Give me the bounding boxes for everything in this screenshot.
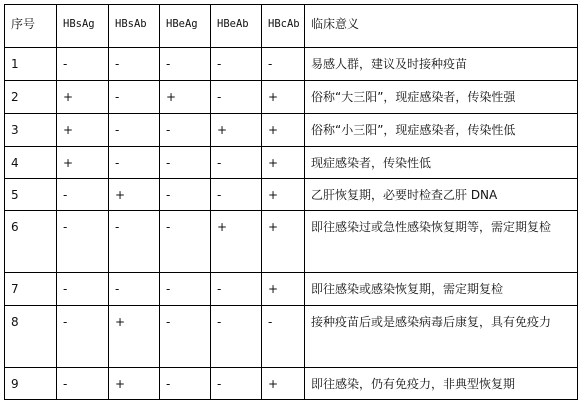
hbsab-result: + bbox=[109, 306, 160, 368]
header-cell-hbeag: HBeAg bbox=[160, 5, 211, 48]
table-row bbox=[5, 81, 578, 114]
header-cell-hbcab: HBcAb bbox=[262, 5, 305, 48]
hbeag-result: + bbox=[160, 81, 211, 114]
table-header-row bbox=[5, 5, 578, 48]
hbeag-result: - bbox=[160, 273, 211, 306]
hbcab-result: - bbox=[262, 306, 305, 368]
row-number: 3 bbox=[5, 114, 57, 147]
table-row bbox=[5, 114, 578, 147]
hbsab-result: + bbox=[109, 179, 160, 211]
hepatitis-b-marker-table bbox=[4, 4, 578, 400]
row-number: 1 bbox=[5, 48, 57, 81]
row-number: 9 bbox=[5, 368, 57, 400]
hbcab-result: + bbox=[262, 273, 305, 306]
header-cell-hbeab: HBeAb bbox=[211, 5, 262, 48]
row-number: 5 bbox=[5, 179, 57, 211]
header-cell-clinical-meaning: 临床意义 bbox=[305, 5, 578, 48]
hbeab-result: - bbox=[211, 273, 262, 306]
hbeab-result: - bbox=[211, 179, 262, 211]
hbeag-result: - bbox=[160, 368, 211, 400]
header-cell-no: 序号 bbox=[5, 5, 57, 48]
hbsab-result: - bbox=[109, 211, 160, 273]
table-row bbox=[5, 48, 578, 81]
hbsag-result: - bbox=[57, 211, 109, 273]
table-row bbox=[5, 368, 578, 400]
hbeab-result: - bbox=[211, 306, 262, 368]
clinical-meaning: 现症感染者，传染性低 bbox=[305, 147, 578, 179]
hbeab-result: - bbox=[211, 147, 262, 179]
hbeag-result: - bbox=[160, 211, 211, 273]
row-number: 2 bbox=[5, 81, 57, 114]
hbsag-result: + bbox=[57, 147, 109, 179]
hbcab-result: - bbox=[262, 48, 305, 81]
hbsab-result: - bbox=[109, 81, 160, 114]
hbcab-result: + bbox=[262, 81, 305, 114]
table-row bbox=[5, 273, 578, 306]
clinical-meaning: 接种疫苗后或是感染病毒后康复，具有免疫力 bbox=[305, 306, 578, 368]
clinical-meaning: 易感人群，建议及时接种疫苗 bbox=[305, 48, 578, 81]
hbsab-result: - bbox=[109, 48, 160, 81]
hbeag-result: - bbox=[160, 114, 211, 147]
hbsab-result: + bbox=[109, 368, 160, 400]
table-row bbox=[5, 147, 578, 179]
row-number: 6 bbox=[5, 211, 57, 273]
hbeab-result: + bbox=[211, 114, 262, 147]
hbcab-result: + bbox=[262, 211, 305, 273]
hbsag-result: - bbox=[57, 48, 109, 81]
header-cell-hbsag: HBsAg bbox=[57, 5, 109, 48]
table-row bbox=[5, 179, 578, 211]
hbeag-result: - bbox=[160, 179, 211, 211]
clinical-meaning: 俗称“大三阳”，现症感染者，传染性强 bbox=[305, 81, 578, 114]
hbsag-result: + bbox=[57, 81, 109, 114]
hbeab-result: - bbox=[211, 81, 262, 114]
clinical-meaning: 即往感染，仍有免疫力，非典型恢复期 bbox=[305, 368, 578, 400]
table-row bbox=[5, 306, 578, 368]
hbsag-result: - bbox=[57, 273, 109, 306]
header-cell-hbsab: HBsAb bbox=[109, 5, 160, 48]
hbcab-result: + bbox=[262, 114, 305, 147]
hbeag-result: - bbox=[160, 48, 211, 81]
hbcab-result: + bbox=[262, 147, 305, 179]
hbcab-result: + bbox=[262, 179, 305, 211]
clinical-meaning: 俗称“小三阳”，现症感染者，传染性低 bbox=[305, 114, 578, 147]
hbeab-result: - bbox=[211, 48, 262, 81]
table-row bbox=[5, 211, 578, 273]
row-number: 4 bbox=[5, 147, 57, 179]
hbsab-result: - bbox=[109, 273, 160, 306]
clinical-meaning: 即往感染过或急性感染恢复期等，需定期复检 bbox=[305, 211, 578, 273]
hbsag-result: - bbox=[57, 368, 109, 400]
hbeag-result: - bbox=[160, 147, 211, 179]
hbsab-result: - bbox=[109, 114, 160, 147]
hbsab-result: - bbox=[109, 147, 160, 179]
hbcab-result: + bbox=[262, 368, 305, 400]
row-number: 7 bbox=[5, 273, 57, 306]
clinical-meaning: 即往感染或感染恢复期，需定期复检 bbox=[305, 273, 578, 306]
row-number: 8 bbox=[5, 306, 57, 368]
hbsag-result: - bbox=[57, 306, 109, 368]
hbsag-result: + bbox=[57, 114, 109, 147]
hbeag-result: - bbox=[160, 306, 211, 368]
hbsag-result: - bbox=[57, 179, 109, 211]
hbeab-result: + bbox=[211, 211, 262, 273]
clinical-meaning: 乙肝恢复期，必要时检查乙肝 DNA bbox=[305, 179, 578, 211]
hbeab-result: - bbox=[211, 368, 262, 400]
